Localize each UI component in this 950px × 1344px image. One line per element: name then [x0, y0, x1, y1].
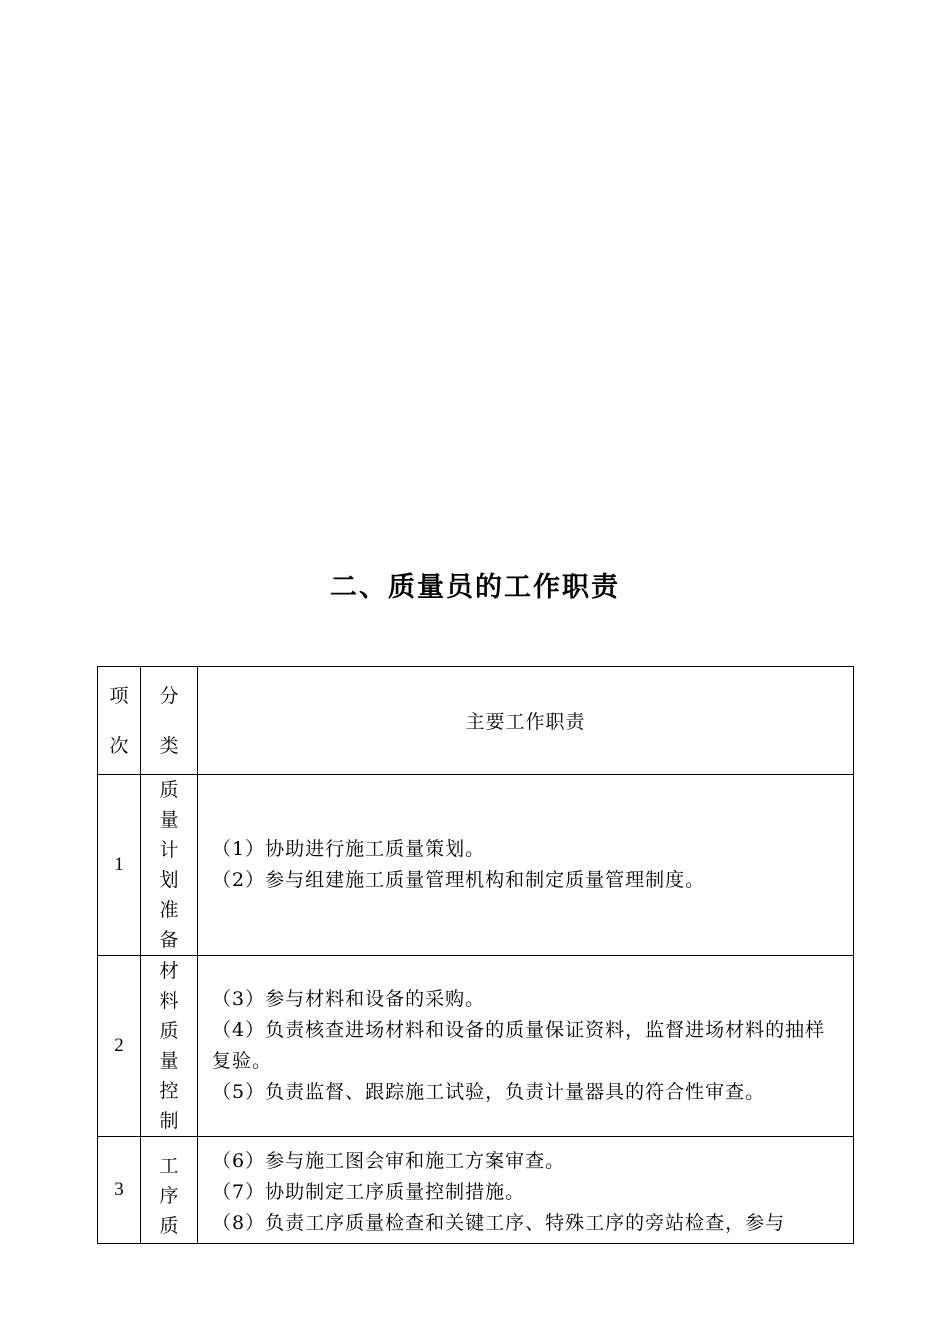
row-duties — [198, 775, 854, 956]
duties-table — [97, 666, 854, 1244]
duty-item: （7）协助制定工序质量控制措施。 — [212, 1181, 526, 1203]
row-index: 2 — [98, 956, 141, 1137]
vertical-text: 工 序 质 — [159, 1155, 179, 1237]
duty-item: （4）负责核查进场材料和设备的质量保证资料，监督进场材料的抽样复验。 — [212, 1019, 826, 1072]
table-row — [98, 956, 854, 1137]
duty-item: （5）负责监督、跟踪施工试验，负责计量器具的符合性审查。 — [212, 1081, 766, 1103]
duty-item: （2）参与组建施工质量管理机构和制定质量管理制度。 — [212, 869, 706, 891]
duty-item: （8）负责工序质量检查和关键工序、特殊工序的旁站检查，参与 — [212, 1212, 786, 1234]
row-category — [141, 1137, 198, 1244]
table-row — [98, 1137, 854, 1244]
vertical-text: 分 类 — [159, 684, 179, 757]
row-duties — [198, 956, 854, 1137]
row-index: 3 — [98, 1137, 141, 1244]
vertical-text: 材 料 质 量 控 制 — [159, 960, 179, 1132]
header-category — [141, 667, 198, 775]
vertical-text: 质 量 计 划 准 备 — [159, 779, 179, 951]
table-header-row — [98, 667, 854, 775]
row-category — [141, 775, 198, 956]
table-row — [98, 775, 854, 956]
row-duties — [198, 1137, 854, 1244]
duty-item: （3）参与材料和设备的采购。 — [212, 988, 486, 1010]
vertical-text: 项 次 — [109, 684, 129, 757]
duty-item: （6）参与施工图会审和施工方案审查。 — [212, 1150, 566, 1172]
row-category — [141, 956, 198, 1137]
row-index: 1 — [98, 775, 141, 956]
page-title: 二、质量员的工作职责 — [330, 572, 620, 603]
header-duties: 主要工作职责 — [198, 667, 854, 775]
duty-item: （1）协助进行施工质量策划。 — [212, 838, 486, 860]
header-index — [98, 667, 141, 775]
